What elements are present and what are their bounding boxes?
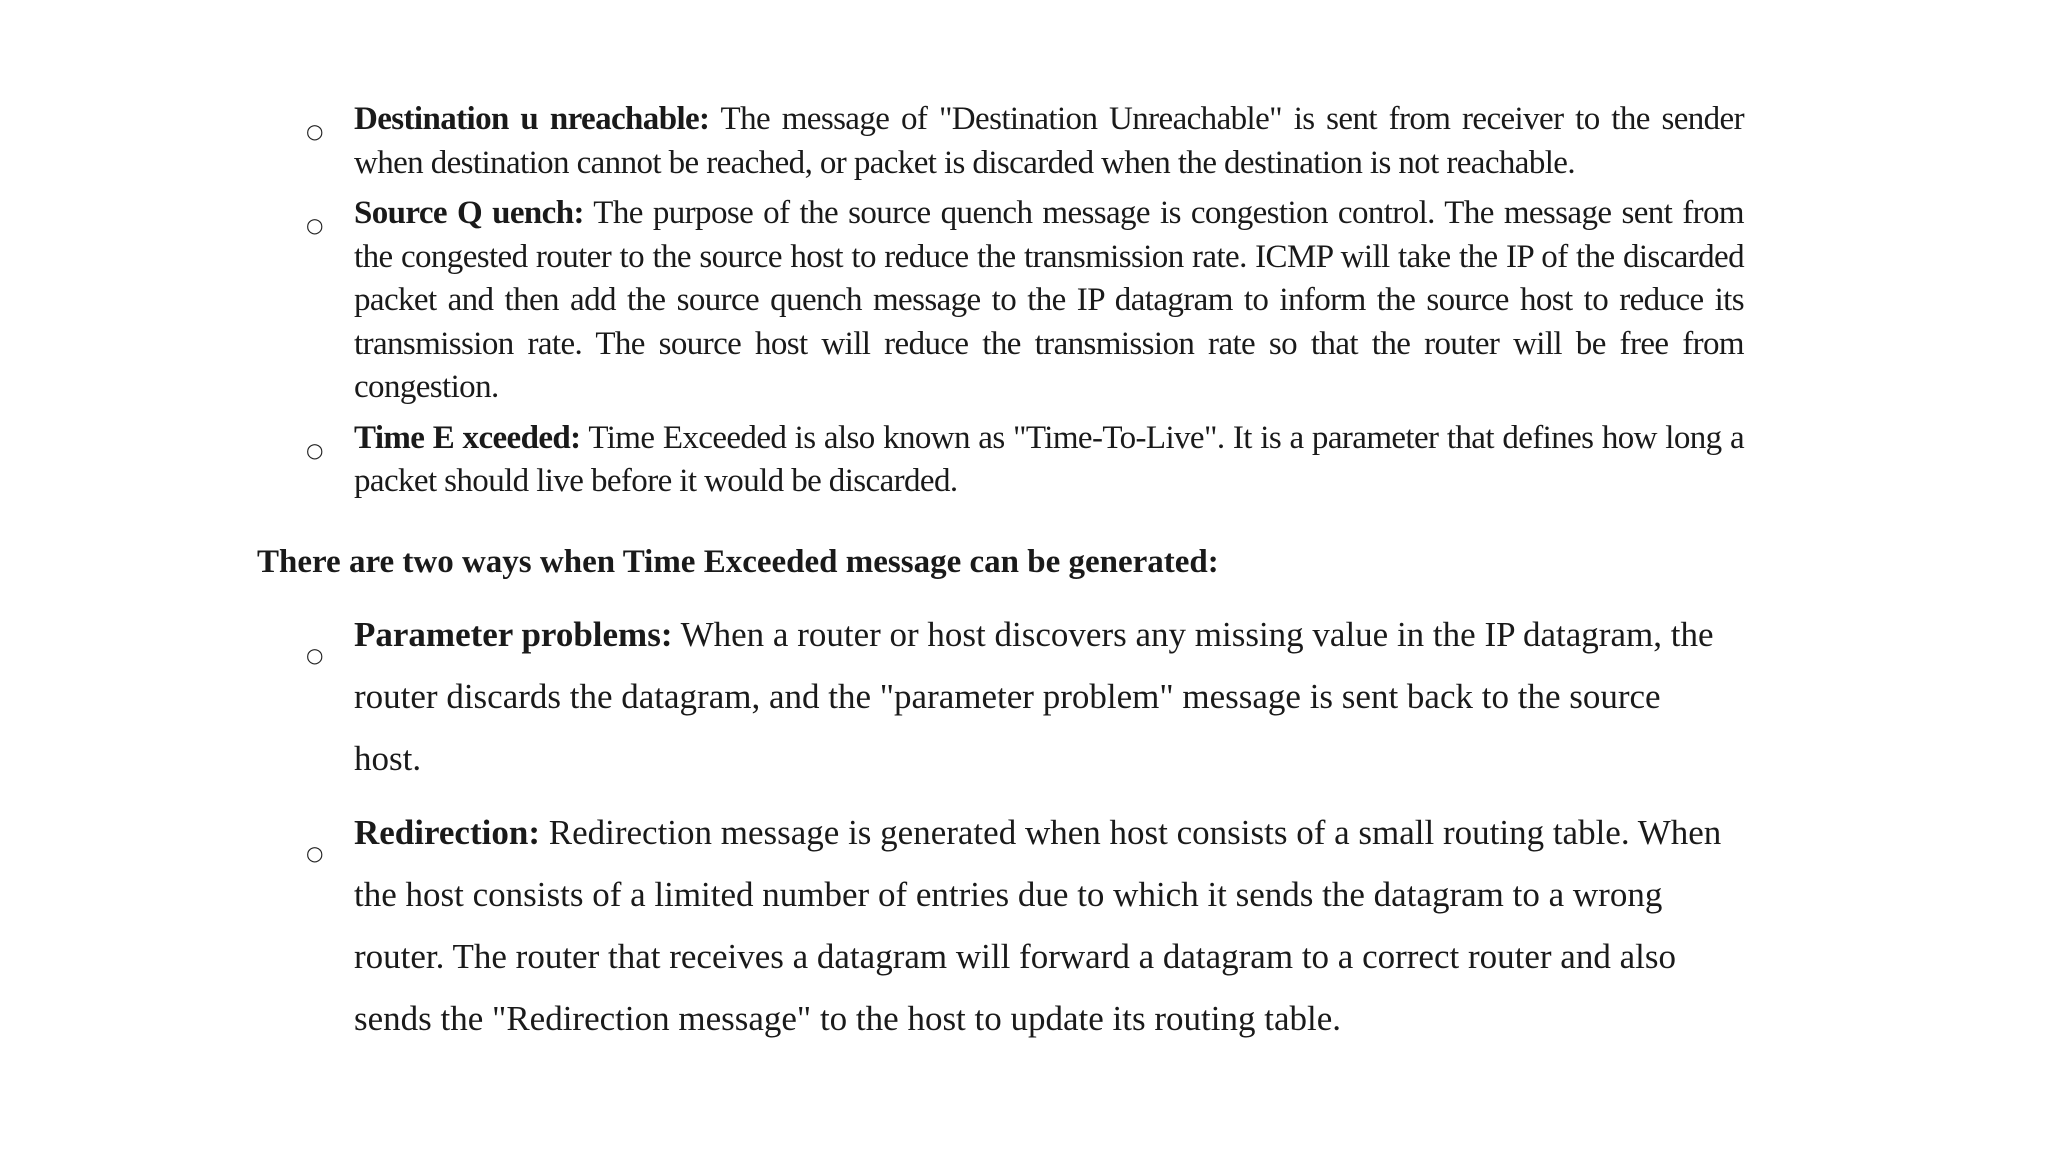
list-item-source-quench — [0, 192, 1744, 410]
list-item-text: When a router or host discovers any missing value in the IP datagram, the router discards the datagram, and the "parameter problem" message is sent back to the source host. — [354, 615, 1714, 778]
list-item-term: Redirection: — [354, 813, 540, 852]
list-item-redirection — [0, 802, 1726, 1050]
list-item-term: Parameter problems: — [354, 615, 673, 654]
list-item-text: Redirection message is generated when host consists of a small routing table. When the host consists of a limited number of entries due to which it sends the datagram to a wrong router. The router that receives a datagram will forward a datagram to a correct router and also sends the "Redirection message" to the host to update its routing table. — [354, 813, 1722, 1038]
hollow-bullet-icon: ○ — [306, 437, 323, 462]
list-item-text: Time Exceeded is also known as "Time-To-Live". It is a parameter that defines how long a packet should live before it would be discarded. — [354, 419, 1744, 499]
section-heading: There are two ways when Time Exceeded message can be generated: — [257, 544, 1219, 580]
list-item-text: The purpose of the source quench message is congestion control. The message sent from the congested router to the source host to reduce the transmission rate. ICMP will take the IP of the discarded packet and then add the source quench message to the IP datagram to inform the source host to reduce its transmission rate. The source host will reduce the transmission rate so that the router will be free from congestion. — [354, 195, 1745, 405]
list-item-text: The message of "Destination Unreachable" is sent from receiver to the sender when destination cannot be reached, or packet is discarded when the destination is not reachable. — [354, 101, 1744, 181]
list-item-term: Destination u nreachable: — [354, 101, 710, 137]
list-item-destination-unreachable — [0, 98, 1744, 185]
hollow-bullet-icon: ○ — [306, 213, 323, 237]
icmp-message-types-list — [0, 98, 2048, 511]
list-item-term: Source Q uench: — [354, 195, 584, 231]
list-item-time-exceeded — [0, 417, 1744, 504]
hollow-bullet-icon: ○ — [306, 119, 323, 143]
list-item-term: Time E xceeded: — [354, 419, 581, 456]
list-item-parameter-problems — [0, 604, 1726, 790]
hollow-bullet-icon: ○ — [306, 643, 324, 667]
hollow-bullet-icon: ○ — [306, 841, 324, 865]
time-exceeded-causes-list — [0, 604, 2048, 1062]
